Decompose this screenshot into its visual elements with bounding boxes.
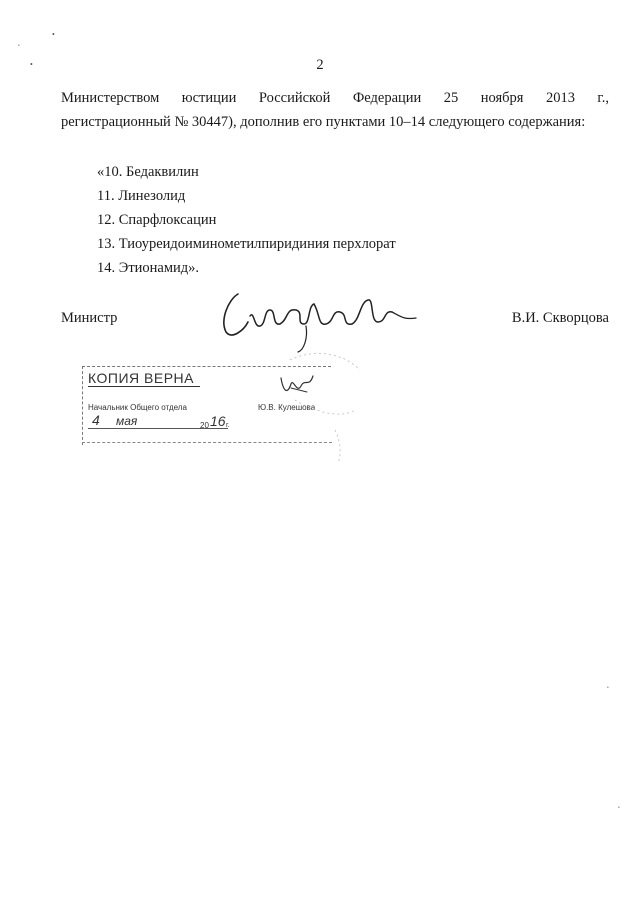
scan-speck: • — [18, 44, 20, 49]
scan-speck: • — [618, 806, 620, 811]
paragraph-line: регистрационный № 30447), дополнив его пунктами 10–14 следующего содержания: — [61, 114, 586, 130]
list-item: 12. Спарфлоксацин — [97, 212, 217, 228]
signatory-title: Министр — [61, 310, 118, 326]
stamp-date-day: 4 — [92, 412, 100, 428]
stamp-position: Начальник Общего отдела — [88, 403, 187, 412]
page-number: 2 — [316, 57, 324, 73]
list-item: 14. Этионамид». — [97, 260, 200, 276]
stamp-date-month: мая — [116, 414, 138, 428]
signatory-name: В.И. Скворцова — [511, 310, 609, 326]
list-item: 13. Тиоуреидоиминометилпиридиния перхлорат — [97, 236, 396, 252]
scan-speck: • — [30, 60, 33, 69]
stamp-title: КОПИЯ ВЕРНА — [88, 370, 200, 387]
list-item: «10. Бедаквилин — [97, 164, 199, 180]
paragraph-line: Министерством юстиции Российской Федерации 25 ноября 2013 г., — [61, 90, 609, 106]
stamp-date-year: 16 — [210, 413, 226, 429]
stamp-date-year-suffix: г. — [226, 422, 230, 429]
list-item: 11. Линезолид — [97, 188, 186, 204]
scan-speck: • — [607, 686, 609, 691]
drug-list — [97, 160, 396, 280]
paragraph — [61, 86, 609, 134]
stamp-person: Ю.В. Кулешова — [258, 403, 316, 412]
faint-seal-trace — [280, 340, 370, 470]
stamp-date-year-prefix: 20 — [200, 421, 209, 430]
scan-speck: • — [52, 30, 55, 39]
